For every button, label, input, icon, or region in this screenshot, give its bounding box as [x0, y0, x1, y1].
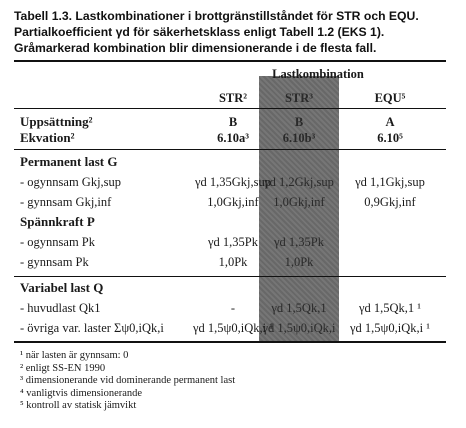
row-label: - gynnsam Pk	[20, 255, 89, 269]
cell: B	[294, 115, 304, 129]
footnote: ¹ när lasten är gynnsam: 0	[20, 350, 129, 361]
group-variabel: Variabel last Q	[20, 280, 104, 295]
row-label: Ekvation²	[20, 130, 75, 145]
group-permanent: Permanent last G	[20, 154, 118, 169]
header-str-2: STR³	[284, 91, 314, 105]
row-permanent-gynnsam	[14, 194, 446, 210]
cell: γd 1,5Qk,1 ¹	[358, 301, 422, 315]
cell: γd 1,35Pk	[208, 235, 258, 249]
cell: γd 1,1Gkj,sup	[355, 175, 425, 189]
cell: γd 1,2Gkj,sup	[264, 175, 334, 189]
row-variabel-ovriga	[14, 320, 446, 336]
header-equ: EQU⁵	[374, 91, 406, 105]
cell: B	[228, 115, 238, 129]
footnote: ² enligt SS-EN 1990	[20, 362, 106, 374]
row-variabel-huvudlast	[14, 300, 446, 316]
row-spann-gynnsam	[14, 254, 446, 270]
row-label: - övriga var. laster Σψ0,iQk,i	[20, 321, 164, 335]
row-permanent-ogynnsam	[14, 174, 446, 190]
cell: 1,0Gkj,inf	[207, 195, 259, 209]
cell: 6.10b³	[282, 131, 316, 145]
row-spann-ogynnsam	[14, 234, 446, 250]
row-label: Uppsättning²	[20, 114, 93, 129]
caption-line-2: Partialkoefficient γd för säkerhetsklass enligt Tabell 1.2 (EKS 1).	[14, 25, 385, 39]
cell: γd 1,5ψ0,iQk,i	[262, 321, 336, 335]
cell: γd 1,5ψ0,iQk,i ¹	[350, 321, 430, 335]
footnote: ⁵ kontroll av statisk jämvikt	[20, 400, 137, 411]
header-rule	[14, 108, 446, 109]
group-spannkraft: Spännkraft P	[20, 214, 95, 229]
cell: 1,0Gkj,inf	[273, 195, 325, 209]
footnote: ³ dimensionerande vid dominerande permanent last	[20, 375, 236, 386]
cell: γd 1,5ψ0,iQk,i ¹	[193, 321, 273, 335]
row-ekvation	[14, 130, 446, 146]
lastkombination-label: Lastkombination	[272, 67, 364, 81]
row-label: - huvudlast Qk1	[20, 301, 101, 315]
cell: -	[230, 301, 236, 315]
caption-line-1: Tabell 1.3. Lastkombinationer i brottgränstillståndet för STR och EQU.	[14, 9, 419, 23]
cell: 0,9Gkj,inf	[364, 195, 416, 209]
section-rule	[14, 276, 446, 277]
cell: γd 1,35Pk	[274, 235, 324, 249]
top-rule	[14, 60, 446, 62]
row-uppsattning	[14, 114, 446, 130]
row-label: - gynnsam Gkj,inf	[20, 195, 112, 209]
section-rule	[14, 149, 446, 150]
header-str-1: STR²	[218, 91, 248, 105]
cell: γd 1,35Gkj,sup	[194, 175, 271, 189]
footnote: ⁴ vanligtvis dimensionerande	[20, 387, 143, 399]
cell: 6.10a³	[217, 131, 249, 145]
row-label: - ogynnsam Pk	[20, 235, 95, 249]
cell: 1,0Pk	[284, 255, 314, 269]
caption-line-3: Gråmarkerad kombination blir dimensionerande i de flesta fall.	[14, 41, 377, 55]
cell: 6.10⁵	[377, 131, 403, 145]
row-label: - ogynnsam Gkj,sup	[20, 175, 122, 189]
bottom-rule	[14, 341, 446, 343]
column-headers	[14, 90, 446, 106]
cell: 1,0Pk	[218, 255, 248, 269]
cell: γd 1,5Qk,1	[271, 301, 327, 315]
table-caption	[14, 8, 454, 56]
cell: A	[385, 115, 395, 129]
footnotes	[20, 350, 235, 413]
